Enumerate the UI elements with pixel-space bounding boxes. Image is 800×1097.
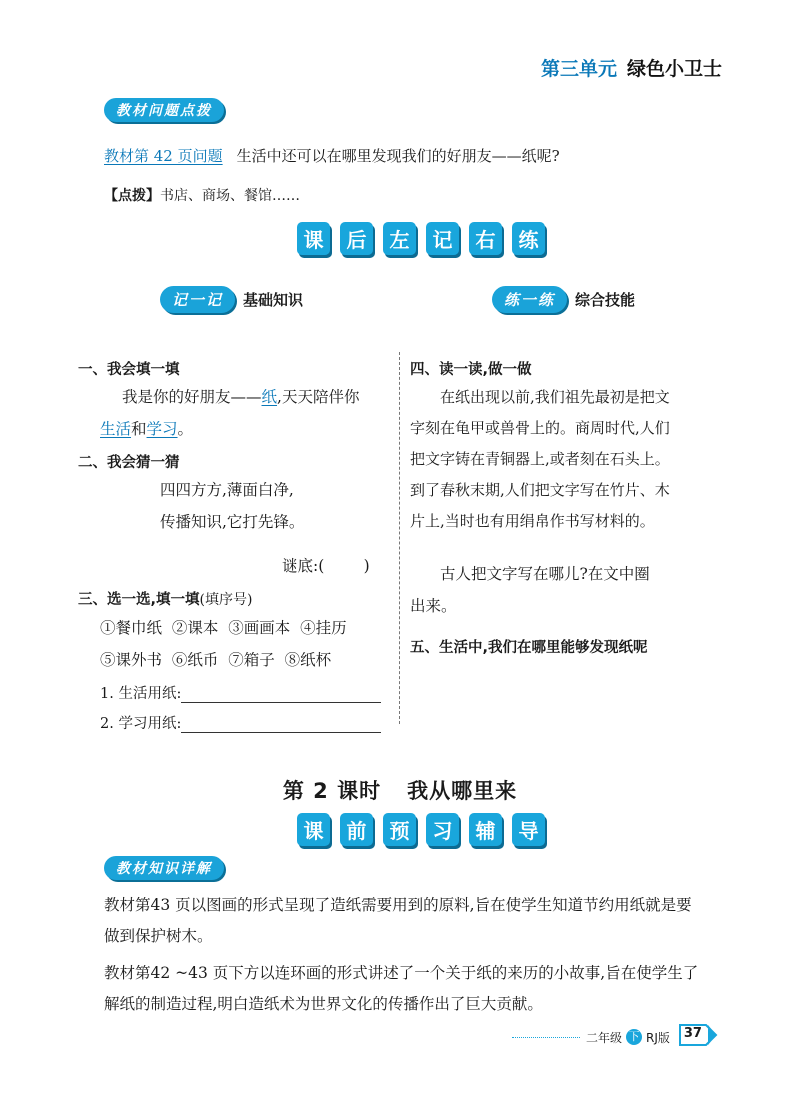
section-basic-knowledge — [160, 286, 303, 313]
para-line: 教材第42 ~43 页下方以连环画的形式讲述了一个关于纸的来历的小故事,旨在使学生了 — [104, 964, 699, 982]
q3-heading: 三、选一选,填一填 — [78, 592, 200, 608]
section-pill: 记一记 — [160, 286, 235, 313]
section-pill: 练一练 — [492, 286, 567, 313]
option-item: ④挂历 — [300, 619, 347, 637]
q4-task-line-2: 出来。 — [410, 597, 457, 615]
textbook-question-line — [104, 144, 560, 168]
question-text: 生活中还可以在哪里发现我们的好朋友——纸呢? — [236, 147, 560, 165]
q4-task-line-1: 古人把文字写在哪儿?在文中圈 — [440, 565, 650, 583]
banner-char: 习 — [426, 813, 459, 846]
q1-line1 — [122, 381, 359, 413]
passage-line: 片上,当时也有用绢帛作书写材料的。 — [410, 512, 655, 530]
riddle-line-1: 四四方方,薄面白净, — [160, 481, 294, 499]
para-line: 做到保护树木。 — [104, 927, 213, 945]
column-divider — [399, 352, 400, 724]
q3-options-row-1 — [100, 612, 347, 644]
q3-options-row-2 — [100, 644, 331, 676]
textbook-knowledge-ribbon — [104, 856, 224, 880]
section-skills — [492, 286, 635, 313]
unit-title: 绿色小卫士 — [626, 58, 722, 80]
grade-label: 二年级 — [586, 1030, 623, 1045]
banner-char: 辅 — [469, 813, 502, 846]
option-item: ⑧纸杯 — [284, 651, 332, 669]
section-title: 综合技能 — [575, 291, 636, 309]
q1-answer-3: 学习 — [146, 420, 178, 438]
option-item: ⑦箱子 — [228, 651, 275, 669]
para-line: 解纸的制造过程,明白造纸术为世界文化的传播作出了巨大贡献。 — [104, 995, 543, 1013]
banner-char: 左 — [383, 222, 416, 255]
lesson-number: 第 2 课时 — [282, 779, 382, 803]
riddle-answer: 谜底:( ) — [282, 557, 370, 575]
q1-heading: 一、我会填一填 — [78, 362, 180, 378]
question-source-label: 教材第 42 页问题 — [104, 147, 223, 165]
passage-line: 到了春秋末期,人们把文字写在竹片、木 — [410, 481, 670, 499]
riddle-line-2: 传播知识,它打先锋。 — [160, 513, 305, 531]
lesson-name: 我从哪里来 — [407, 779, 518, 803]
banner-before-class — [297, 813, 545, 846]
answer-line[interactable] — [181, 684, 381, 703]
hint-line — [104, 184, 300, 208]
option-item: ⑥纸币 — [171, 651, 219, 669]
blank-label: 2. 学习用纸: — [100, 716, 182, 732]
blank-label: 1. 生活用纸: — [100, 686, 182, 702]
term-badge: 下 — [626, 1029, 642, 1045]
option-item: ③画画本 — [228, 619, 291, 637]
lesson-title — [0, 775, 800, 805]
hint-label: 【点拨】 — [104, 188, 160, 204]
q1-answer-1: 纸 — [261, 388, 278, 406]
footer-dots — [512, 1037, 580, 1038]
banner-char: 课 — [297, 813, 330, 846]
q4-passage — [410, 382, 732, 537]
answer-line[interactable] — [181, 714, 381, 733]
hint-text: 书店、商场、餐馆…… — [160, 188, 300, 204]
page-number-badge — [678, 1022, 718, 1052]
knowledge-paragraph-2 — [104, 958, 744, 1020]
q3-heading-line — [78, 588, 252, 609]
para-line: 教材第43 页以图画的形式呈现了造纸需要用到的原料,旨在使学生知道节约用纸就是要 — [104, 896, 692, 914]
banner-after-class — [297, 222, 545, 255]
q3-blank-1 — [100, 682, 381, 703]
banner-char: 导 — [512, 813, 545, 846]
section-title: 基础知识 — [243, 291, 304, 309]
q3-blank-2 — [100, 712, 381, 733]
option-item: ②课本 — [171, 619, 219, 637]
option-item: ⑤课外书 — [100, 651, 163, 669]
q3-heading-note: (填序号) — [199, 592, 253, 608]
banner-char: 课 — [297, 222, 330, 255]
edition-label: RJ版 — [646, 1030, 670, 1045]
q2-heading: 二、我会猜一猜 — [78, 455, 180, 471]
q1-text: 我是你的好朋友—— — [122, 388, 262, 406]
page-footer — [512, 1022, 718, 1052]
q1-line2 — [100, 413, 193, 445]
option-item: ①餐巾纸 — [100, 619, 163, 637]
knowledge-paragraph-1 — [104, 890, 744, 952]
passage-line: 字刻在龟甲或兽骨上的。商周时代,人们 — [410, 419, 670, 437]
unit-header — [541, 54, 722, 81]
banner-char: 预 — [383, 813, 416, 846]
banner-char: 后 — [340, 222, 373, 255]
textbook-question-ribbon — [104, 98, 224, 122]
passage-line: 在纸出现以前,我们祖先最初是把文 — [440, 388, 670, 406]
page-number: 37 — [683, 1026, 702, 1041]
banner-char: 前 — [340, 813, 373, 846]
banner-char: 记 — [426, 222, 459, 255]
q1-answer-2: 生活 — [100, 420, 132, 438]
banner-char: 右 — [469, 222, 502, 255]
unit-number: 第三单元 — [540, 58, 617, 80]
ribbon-label: 教材知识详解 — [104, 856, 224, 880]
passage-line: 把文字铸在青铜器上,或者刻在石头上。 — [410, 450, 670, 468]
q5-heading: 五、生活中,我们在哪里能够发现纸呢 — [410, 640, 648, 656]
q1-text: ,天天陪伴你 — [277, 388, 360, 406]
q1-text: 和 — [131, 420, 147, 438]
q1-text: 。 — [177, 420, 194, 438]
q4-heading: 四、读一读,做一做 — [410, 362, 532, 378]
ribbon-label: 教材问题点拨 — [104, 98, 224, 122]
banner-char: 练 — [512, 222, 545, 255]
